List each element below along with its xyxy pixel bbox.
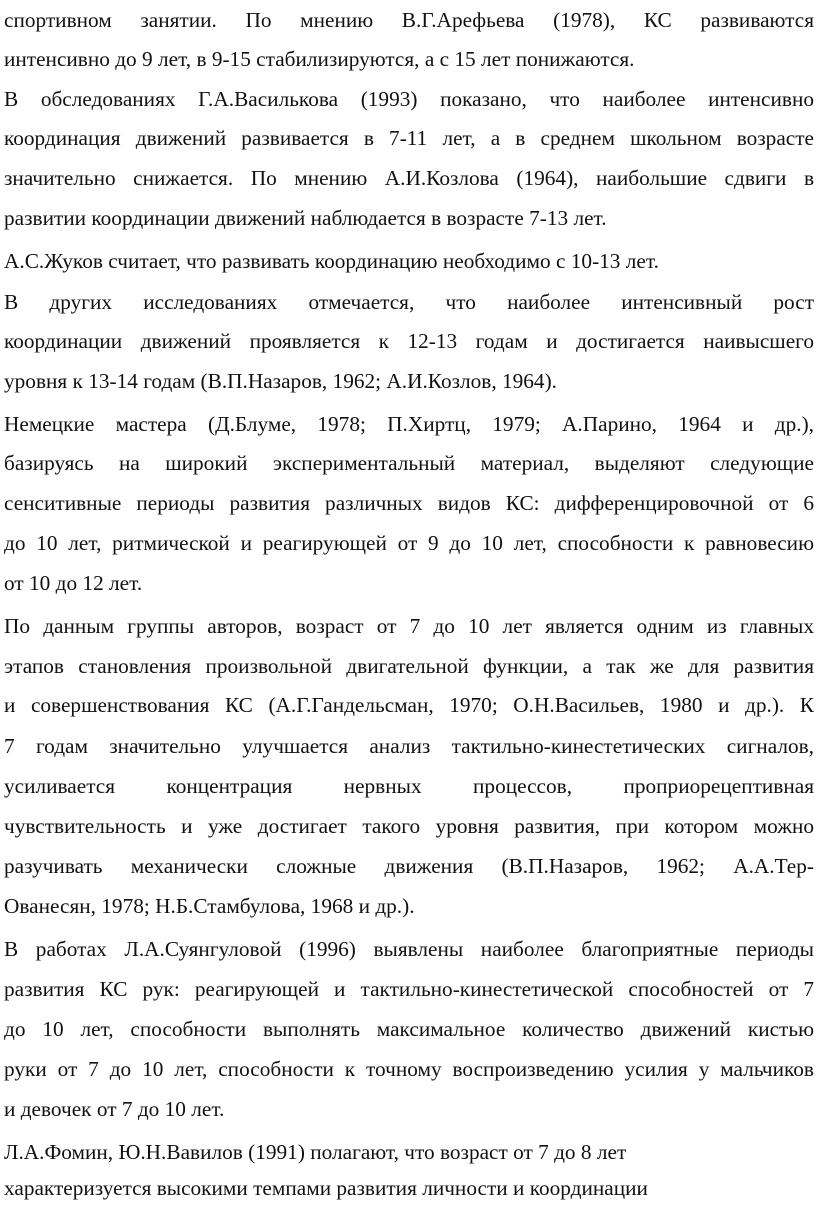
text-line: значительно снижается. По мнению А.И.Козлова (1964), наибольшие сдвиги в	[4, 166, 814, 190]
text-line: В других исследованиях отмечается, что наиболее интенсивный рост	[4, 290, 814, 314]
text-line: координации движений проявляется к 12-13 годам и достигается наивысшего	[4, 329, 814, 353]
text-line: Немецкие мастера (Д.Блуме, 1978; П.Хиртц, 1979; А.Парино, 1964 и др.),	[4, 412, 814, 436]
text-line: этапов становления произвольной двигательной функции, а так же для развития	[4, 654, 814, 678]
text-line: от 10 до 12 лет.	[4, 571, 143, 595]
text-line: усиливается концентрация нервных процессов, проприорецептивная	[4, 774, 814, 798]
text-line: Ованесян, 1978; Н.Б.Стамбулова, 1968 и др.).	[4, 894, 415, 918]
text-line: до 10 лет, ритмической и реагирующей от 9 до 10 лет, способности к равновесию	[4, 531, 814, 555]
text-line: сенситивные периоды развития различных видов КС: дифференцировочной от 6	[4, 491, 814, 515]
text-line: до 10 лет, способности выполнять максимальное количество движений кистью	[4, 1017, 814, 1041]
text-line: чувствительность и уже достигает такого уровня развития, при котором можно	[4, 814, 814, 838]
text-line: базируясь на широкий экспериментальный материал, выделяют следующие	[4, 451, 814, 475]
text-line: По данным группы авторов, возраст от 7 до 10 лет является одним из главных	[4, 614, 814, 638]
text-line: А.С.Жуков считает, что развивать координацию необходимо с 10-13 лет.	[4, 249, 659, 273]
text-line: руки от 7 до 10 лет, способности к точному воспроизведению усилия у мальчиков	[4, 1057, 814, 1081]
text-line: В работах Л.А.Суянгуловой (1996) выявлены наиболее благоприятные периоды	[4, 937, 814, 961]
text-line: и совершенствования КС (А.Г.Гандельсман, 1970; О.Н.Васильев, 1980 и др.). К	[4, 693, 814, 717]
text-line: разучивать механически сложные движения (В.П.Назаров, 1962; А.А.Тер-	[4, 854, 814, 878]
text-line: координация движений развивается в 7-11 лет, а в среднем школьном возрасте	[4, 126, 814, 150]
text-line: характеризуется высокими темпами развития личности и координации	[4, 1176, 648, 1200]
text-line: В обследованиях Г.А.Василькова (1993) показано, что наиболее интенсивно	[4, 87, 814, 111]
text-line: развития КС рук: реагирующей и тактильно-кинестетической способностей от 7	[4, 977, 814, 1001]
text-line: Л.А.Фомин, Ю.Н.Вавилов (1991) полагают, что возраст от 7 до 8 лет	[4, 1140, 627, 1164]
text-line: уровня к 13-14 годам (В.П.Назаров, 1962; А.И.Козлов, 1964).	[4, 369, 557, 393]
text-line: и девочек от 7 до 10 лет.	[4, 1097, 225, 1121]
text-line: развитии координации движений наблюдается в возрасте 7-13 лет.	[4, 206, 607, 230]
text-line: 7 годам значительно улучшается анализ тактильно-кинестетических сигналов,	[4, 734, 814, 758]
text-line: спортивном занятии. По мнению В.Г.Арефьева (1978), КС развиваются	[4, 8, 814, 32]
text-line: интенсивно до 9 лет, в 9-15 стабилизируются, а с 15 лет понижаются.	[4, 47, 635, 71]
